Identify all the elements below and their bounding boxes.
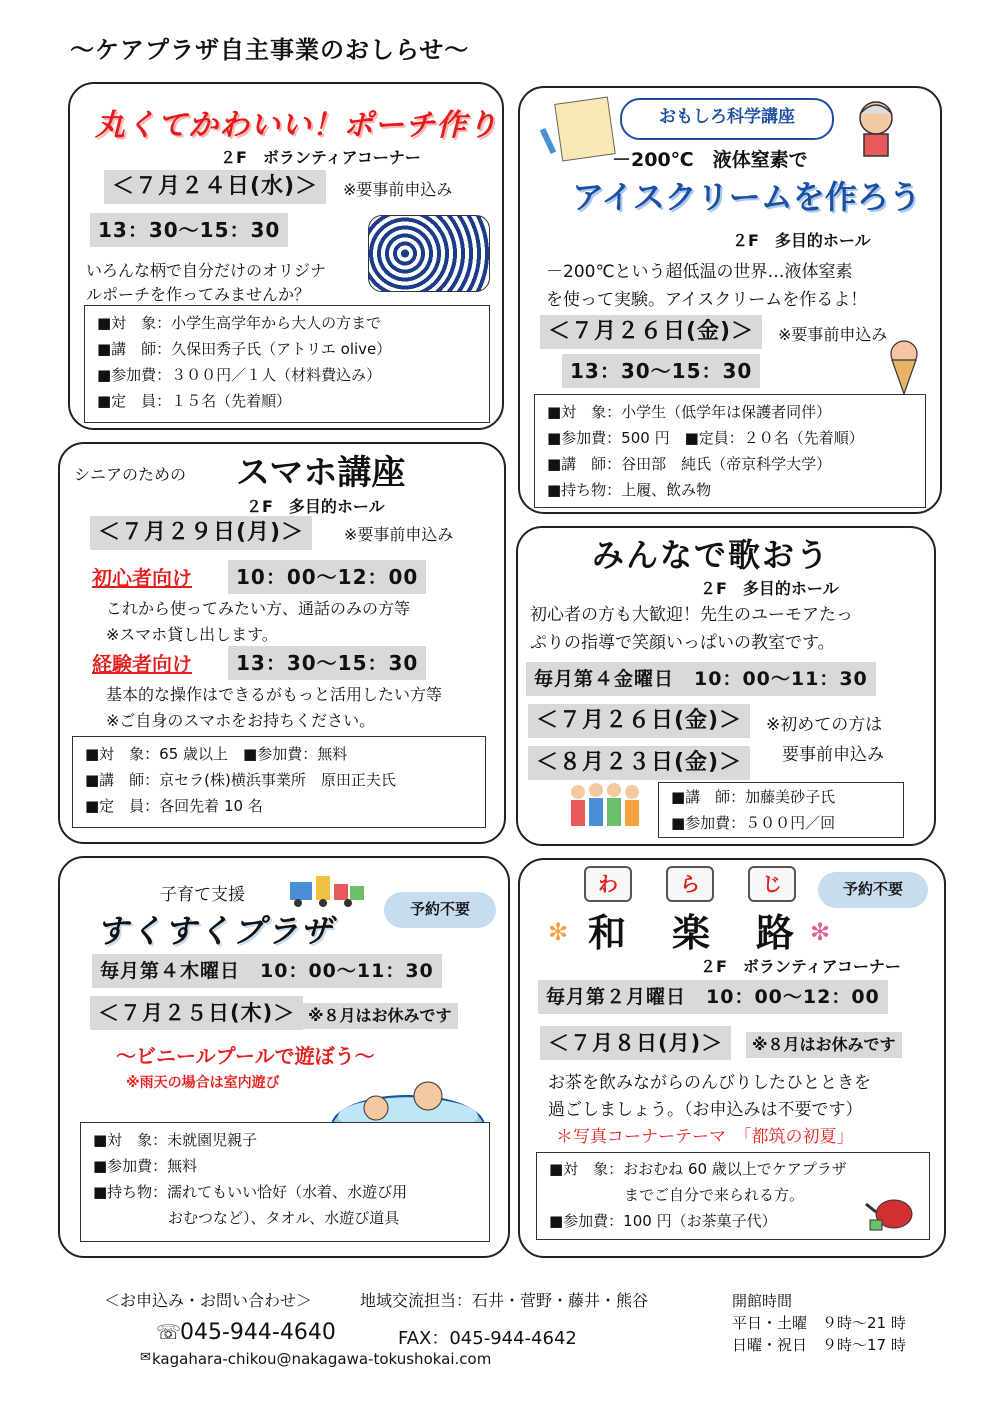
science-info-line: ■参加費：500 円 ■定員：２０名（先着順） (547, 429, 864, 447)
flower-icon-left: ✻ (548, 918, 569, 946)
singing-date-2: ＜８月２３日(金)＞ (528, 746, 750, 780)
beginner-label: 初心者向け (92, 566, 192, 590)
notebook-icon (554, 97, 616, 162)
warakuji-photo-theme: ＊写真コーナーテーマ 「都筑の初夏」 (556, 1127, 854, 1147)
science-title: アイスクリームを作ろう (572, 178, 921, 216)
experienced-time: 13：30～15：30 (228, 646, 426, 680)
pouch-desc-1: いろんな柄で自分だけのオリジナ (86, 261, 327, 280)
teapot-icon (864, 1186, 920, 1232)
pouch-info-line: ■対 象：小学生高学年から大人の方まで (97, 314, 382, 332)
pouch-info-line: ■定 員：１５名（先着順） (97, 392, 292, 410)
tile-ji: じ (748, 866, 796, 902)
pouch-info-line: ■講 師：久保田秀子氏（アトリエ olive） (97, 340, 392, 358)
science-info-line: ■講 師：谷田部 純氏（帝京科学大学） (547, 455, 832, 473)
singing-desc-2: ぷりの指導で笑顔いっぱいの教室です。 (530, 633, 835, 653)
sukusuku-info-line: ■対 象：未就園児親子 (93, 1131, 258, 1149)
hours-weekday: 平日・土曜 ９時～21 時 (732, 1314, 906, 1332)
contact-phone[interactable]: 045-944-4640 (180, 1320, 336, 1345)
sukusuku-date: ＜７月２５日(木)＞ (90, 996, 303, 1030)
sukusuku-badge: 予約不要 (384, 892, 496, 928)
tile-wa: わ (584, 866, 632, 902)
toy-train-icon (288, 866, 368, 908)
singing-note-2: 要事前申込み (782, 745, 884, 765)
singing-date-1: ＜７月２６日(金)＞ (528, 704, 750, 738)
sukusuku-info-box (80, 1122, 490, 1242)
warakuji-title-1: 和 (588, 911, 627, 955)
sukusuku-info-line: ■持ち物：濡れてもいい恰好（水着、水遊び用 (93, 1183, 408, 1201)
science-date: ＜７月２６日(金)＞ (540, 315, 762, 349)
smartphone-info-line: ■講 師：京セラ(株)横浜事業所 原田正夫氏 (85, 771, 396, 789)
beginner-desc-2: ※スマホ貸し出します。 (106, 625, 278, 644)
flower-icon-right: ✻ (810, 918, 831, 946)
warakuji-location: ２F ボランティアコーナー (700, 957, 901, 976)
science-info-line: ■持ち物：上履、飲み物 (547, 481, 712, 499)
smartphone-location: ２F 多目的ホール (246, 497, 385, 516)
pouch-location: ２F ボランティアコーナー (220, 148, 421, 167)
smartphone-info-line: ■定 員：各回先着 10 名 (85, 797, 263, 815)
singing-schedule: 毎月第４金曜日 10：00～11：30 (526, 662, 876, 696)
experienced-desc-2: ※ご自身のスマホをお持ちください。 (106, 711, 376, 730)
science-subtitle: －200℃ 液体窒素で (612, 149, 808, 171)
tile-ra: ら (666, 866, 714, 902)
contact-staff: 地域交流担当：石井・菅野・藤井・熊谷 (360, 1291, 649, 1310)
warakuji-date: ＜７月８日(月)＞ (540, 1026, 731, 1060)
pouch-time: 13：30～15：30 (90, 213, 288, 247)
singers-icon (564, 778, 644, 834)
pouch-note: ※要事前申込み (343, 180, 453, 199)
science-desc-1: －200℃という超低温の世界…液体窒素 (546, 262, 853, 282)
contact-label: ＜お申込み・お問い合わせ＞ (104, 1291, 313, 1310)
smartphone-info-line: ■対 象：65 歳以上 ■参加費：無料 (85, 745, 348, 763)
science-note: ※要事前申込み (778, 325, 888, 344)
science-info-line: ■対 象：小学生（低学年は保護者同伴） (547, 403, 832, 421)
pouch-photo (368, 215, 490, 292)
sukusuku-info-line: ■参加費：無料 (93, 1157, 198, 1175)
professor-icon (848, 96, 904, 160)
warakuji-title-2: 楽 (672, 911, 711, 955)
pouch-desc-2: ルポーチを作ってみませんか？ (86, 285, 311, 304)
hours-holiday: 日曜・祝日 ９時～17 時 (732, 1336, 906, 1354)
pouch-info-line: ■参加費：３００円／１人（材料費込み） (97, 366, 382, 384)
warakuji-desc-1: お茶を飲みながらのんびりしたひとときを (548, 1073, 871, 1093)
experienced-desc-1: 基本的な操作はできるがもっと活用したい方等 (106, 685, 443, 704)
science-info-box (534, 394, 926, 508)
email-icon: ✉ (140, 1350, 151, 1365)
sukusuku-schedule: 毎月第４木曜日 10：00～11：30 (92, 954, 442, 988)
singing-info-line: ■講 師：加藤美砂子氏 (671, 788, 836, 806)
science-desc-2: を使って実験。アイスクリームを作るよ！ (546, 290, 868, 310)
singing-desc-1: 初心者の方も大歓迎！先生のユーモアたっ (530, 605, 853, 625)
pouch-info-box (84, 305, 490, 423)
warakuji-note: ※８月はお休みです (746, 1032, 902, 1058)
ice-cream-icon (880, 338, 928, 396)
science-location: ２F 多目的ホール (732, 231, 871, 250)
singing-info-line: ■参加費：５００円／回 (671, 814, 836, 832)
warakuji-info-line: ■参加費：100 円（お茶菓子代） (549, 1212, 777, 1230)
singing-note-1: ※初めての方は (766, 715, 883, 735)
warakuji-info-line: ■対 象：おおむね 60 歳以上でケアプラザ (549, 1160, 847, 1178)
singing-info-box (658, 782, 904, 838)
science-time: 13：30～15：30 (562, 354, 760, 388)
warakuji-schedule: 毎月第２月曜日 10：00～12：00 (538, 980, 888, 1014)
experienced-label: 経験者向け (92, 652, 192, 676)
smartphone-info-box (72, 736, 486, 828)
sukusuku-label: 子育て支援 (160, 885, 245, 905)
singing-location: ２F 多目的ホール (700, 579, 839, 598)
sukusuku-title: すくすくプラザ (96, 912, 335, 950)
pouch-date: ＜７月２４日(水)＞ (104, 170, 326, 204)
warakuji-title-3: 路 (756, 911, 795, 955)
warakuji-badge: 予約不要 (818, 872, 928, 908)
sukusuku-info-line: おむつなど）、タオル、水遊び道具 (93, 1209, 400, 1227)
pouch-title: 丸くてかわいい！ポーチ作り (95, 108, 498, 143)
contact-email[interactable]: kagahara-chikou@nakagawa-tokushokai.com (152, 1350, 492, 1368)
warakuji-info-line: までご自分で来られる方。 (549, 1186, 805, 1204)
smartphone-note: ※要事前申込み (344, 525, 454, 544)
contact-fax: FAX：045-944-4642 (398, 1328, 577, 1349)
smartphone-title: スマホ講座 (236, 453, 406, 493)
singing-title: みんなで歌おう (592, 536, 831, 574)
sukusuku-event: ～ビニールプールで遊ぼう～ (116, 1044, 375, 1068)
sukusuku-rain-note: ※雨天の場合は室内遊び (126, 1075, 280, 1091)
smartphone-prefix: シニアのための (74, 465, 187, 484)
beginner-desc-1: これから使ってみたい方、通話のみの方等 (106, 599, 411, 618)
smartphone-date: ＜７月２９日(月)＞ (90, 516, 312, 550)
page-title: ～ケアプラザ自主事業のおしらせ～ (70, 36, 470, 64)
hours-label: 開館時間 (732, 1292, 793, 1310)
beginner-time: 10：00～12：00 (228, 560, 426, 594)
phone-icon: ☏ (156, 1320, 182, 1344)
warakuji-desc-2: 過ごしましょう。（お申込みは不要です） (548, 1100, 863, 1120)
science-badge: おもしろ科学講座 (620, 98, 834, 140)
sukusuku-note: ※８月はお休みです (302, 1003, 458, 1029)
